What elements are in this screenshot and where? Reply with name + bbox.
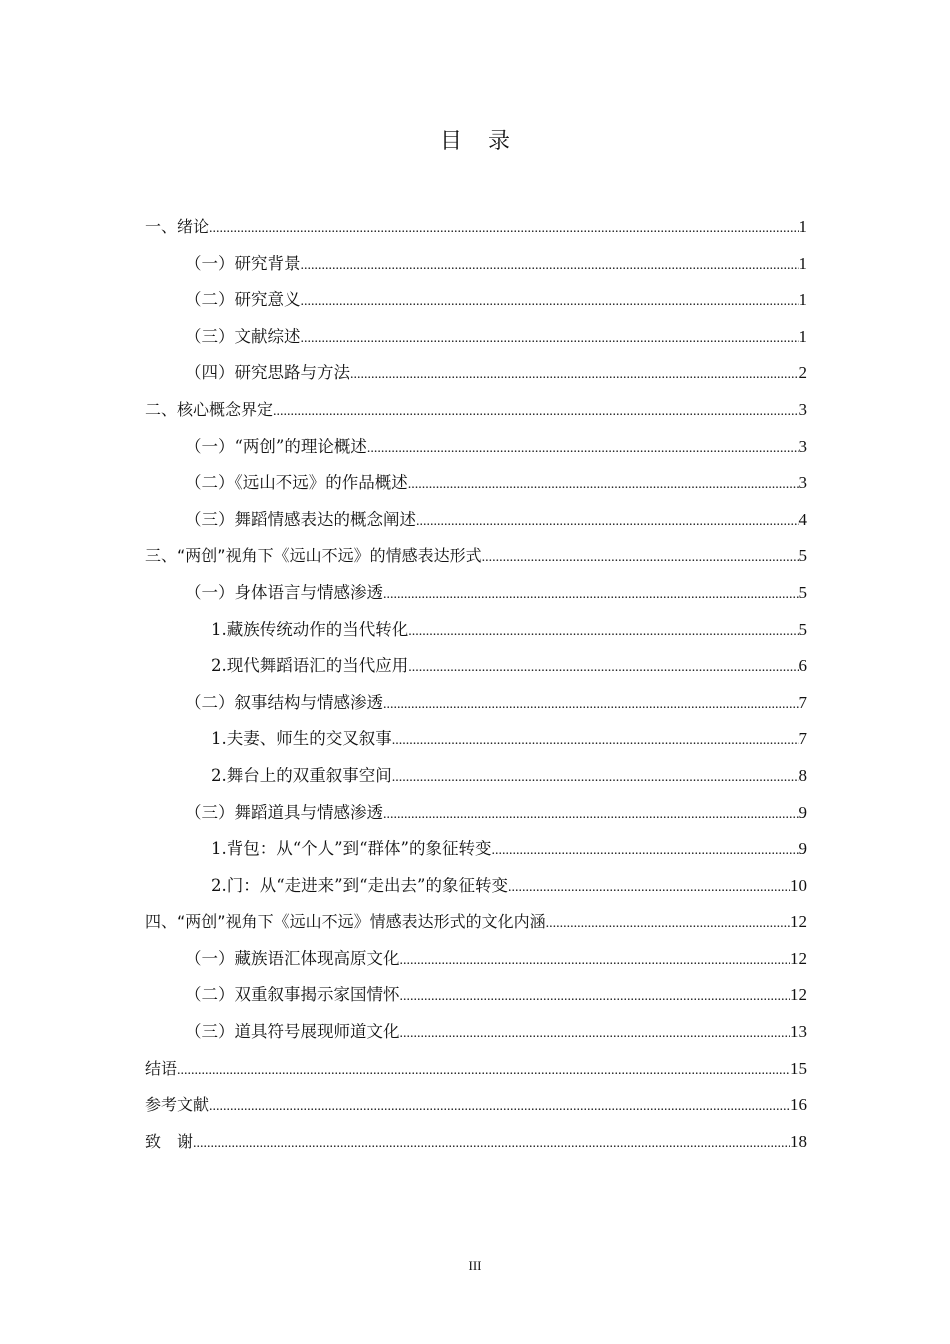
toc-entry[interactable] [145, 758, 807, 795]
toc-entry-page-number: 5 [798, 619, 807, 639]
toc-entry-label: 2.现代舞蹈语汇的当代应用 [211, 656, 409, 676]
toc-entry-page-number: 9 [798, 802, 807, 822]
dot-leader [392, 760, 799, 797]
dot-leader [301, 248, 799, 285]
toc-entry[interactable] [145, 392, 807, 429]
toc-entry-label: （一）身体语言与情感渗透 [185, 582, 383, 602]
toc-entry-label: （二）双重叙事揭示家国情怀 [185, 985, 400, 1005]
dot-leader [408, 614, 798, 651]
toc-entry[interactable] [145, 209, 807, 246]
toc-entry-label: 1.背包：从“个人”到“群体”的象征转变 [211, 839, 492, 859]
toc-entry-page-number: 18 [790, 1131, 807, 1151]
toc-entry-page-number: 12 [790, 985, 807, 1005]
toc-entry-label: （二）《远山不远》的作品概述 [185, 473, 408, 493]
dot-leader [301, 284, 799, 321]
table-of-contents [145, 209, 807, 1160]
toc-entry-label: （二）研究意义 [185, 290, 301, 310]
toc-entry[interactable] [145, 429, 807, 466]
toc-entry-label: 四、“两创”视角下《远山不远》情感表达形式的文化内涵 [145, 912, 546, 932]
toc-entry-label: （一）“两创”的理论概述 [185, 436, 367, 456]
toc-entry[interactable] [145, 648, 807, 685]
dot-leader [408, 650, 798, 687]
toc-entry-label: （三）道具符号展现师道文化 [185, 1022, 400, 1042]
toc-entry[interactable] [145, 1124, 807, 1161]
toc-entry[interactable] [145, 831, 807, 868]
toc-entry-label: （三）舞蹈情感表达的概念阐述 [185, 509, 416, 529]
toc-entry[interactable] [145, 904, 807, 941]
toc-entry[interactable] [145, 868, 807, 905]
toc-entry-page-number: 4 [798, 509, 807, 529]
toc-entry-label: （一）研究背景 [185, 253, 301, 273]
toc-entry[interactable] [145, 1014, 807, 1051]
toc-entry-page-number: 1 [798, 217, 807, 236]
toc-entry-page-number: 7 [798, 692, 807, 712]
toc-entry-page-number: 7 [798, 729, 807, 749]
dot-leader [301, 321, 799, 358]
dot-leader [400, 979, 791, 1016]
toc-entry[interactable] [145, 246, 807, 283]
dot-leader [491, 833, 798, 870]
toc-entry[interactable] [145, 795, 807, 832]
toc-entry[interactable] [145, 1051, 807, 1088]
dot-leader [408, 467, 799, 504]
dot-leader [193, 1126, 790, 1163]
dot-leader [367, 431, 799, 468]
toc-entry-page-number: 3 [798, 436, 807, 456]
toc-entry[interactable] [145, 941, 807, 978]
dot-leader [400, 943, 791, 980]
toc-entry-label: （三）文献综述 [185, 326, 301, 346]
toc-entry-page-number: 2 [798, 363, 807, 383]
toc-entry-page-number: 10 [790, 875, 807, 895]
toc-entry[interactable] [145, 685, 807, 722]
toc-entry[interactable] [145, 575, 807, 612]
toc-entry-label: 二、核心概念界定 [145, 399, 274, 419]
toc-entry[interactable] [145, 355, 807, 392]
toc-entry-page-number: 1 [798, 253, 807, 273]
dot-leader [383, 687, 799, 724]
toc-entry-label: 三、“两创”视角下《远山不远》的情感表达形式 [145, 546, 482, 566]
dot-leader [383, 577, 799, 614]
toc-entry-label: （四）研究思路与方法 [185, 363, 350, 383]
page-number-footer: III [468, 1258, 482, 1273]
dot-leader [177, 1053, 790, 1090]
toc-entry[interactable] [145, 465, 807, 502]
toc-entry-label: 2.舞台上的双重叙事空间 [211, 765, 392, 785]
toc-entry-label: 参考文献 [145, 1095, 210, 1115]
toc-entry-label: 结语 [145, 1058, 178, 1078]
dot-leader [392, 723, 799, 760]
toc-entry[interactable] [145, 502, 807, 539]
toc-entry-label: 1.藏族传统动作的当代转化 [211, 619, 409, 639]
toc-entry-label: 2.门：从“走进来”到“走出去”的象征转变 [211, 875, 508, 895]
toc-entry-page-number: 5 [798, 546, 807, 566]
toc-entry-label: （三）舞蹈道具与情感渗透 [185, 802, 383, 822]
toc-entry-page-number: 13 [790, 1022, 807, 1042]
toc-entry-page-number: 15 [790, 1058, 807, 1078]
toc-entry-page-number: 6 [798, 656, 807, 676]
toc-entry[interactable] [145, 319, 807, 356]
toc-entry-label: （二）叙事结构与情感渗透 [185, 692, 383, 712]
toc-entry-page-number: 12 [790, 912, 807, 932]
toc-entry-label: 1.夫妻、师生的交叉叙事 [211, 729, 392, 749]
dot-leader [383, 797, 799, 834]
toc-entry-page-number: 16 [790, 1095, 807, 1115]
dot-leader [416, 504, 799, 541]
dot-leader [546, 906, 790, 943]
toc-entry-label: 一、绪论 [145, 217, 210, 236]
toc-entry[interactable] [145, 612, 807, 649]
toc-entry[interactable] [145, 282, 807, 319]
toc-entry-page-number: 5 [798, 582, 807, 602]
toc-entry[interactable] [145, 721, 807, 758]
toc-entry-page-number: 3 [798, 399, 807, 419]
dot-leader [400, 1016, 791, 1053]
dot-leader [482, 540, 799, 577]
toc-entry[interactable] [145, 1087, 807, 1124]
toc-entry[interactable] [145, 977, 807, 1014]
toc-entry-page-number: 8 [798, 765, 807, 785]
toc-entry-label: （一）藏族语汇体现高原文化 [185, 948, 400, 968]
toc-entry-page-number: 9 [798, 839, 807, 859]
dot-leader [273, 394, 798, 431]
toc-entry-label: 致 谢 [145, 1131, 194, 1151]
dot-leader [209, 211, 798, 248]
dot-leader [209, 1089, 790, 1126]
toc-entry-page-number: 1 [798, 326, 807, 346]
toc-entry-page-number: 12 [790, 948, 807, 968]
toc-entry-page-number: 1 [798, 290, 807, 310]
dot-leader [508, 870, 790, 907]
page-title: 目录 [439, 129, 536, 154]
toc-entry[interactable] [145, 538, 807, 575]
toc-entry-page-number: 3 [798, 473, 807, 493]
dot-leader [350, 357, 799, 394]
